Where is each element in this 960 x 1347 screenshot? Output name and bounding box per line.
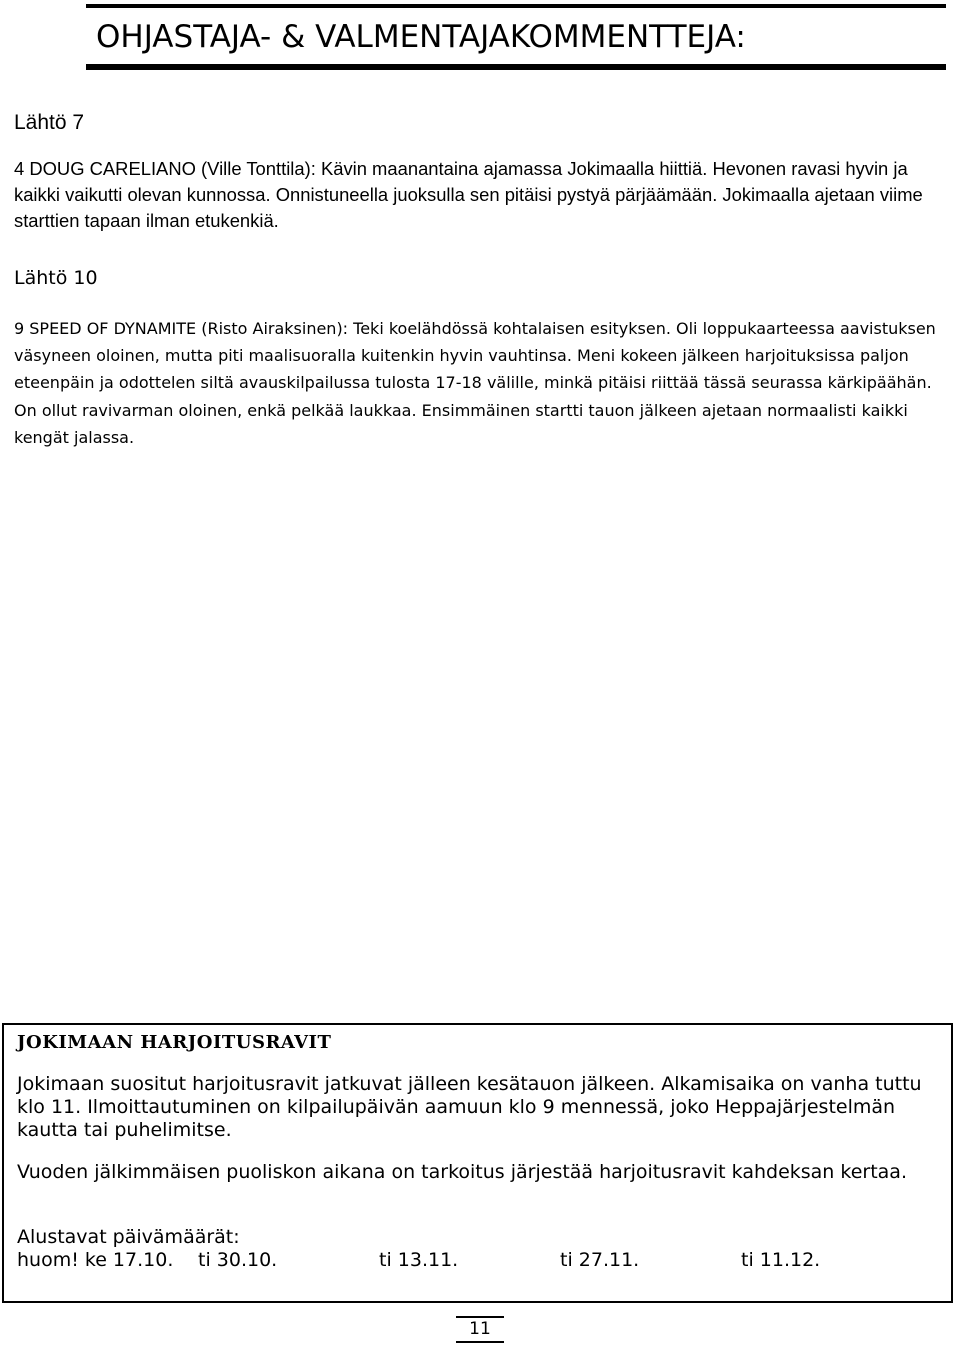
date-item: ti 11.12.	[741, 1249, 821, 1271]
training-races-notice	[2, 1023, 953, 1303]
page-number-rule	[456, 1341, 504, 1343]
section-heading: Lähtö 10	[14, 267, 98, 289]
dates-label: Alustavat päivämäärät:	[17, 1226, 240, 1248]
section-text: 9 SPEED OF DYNAMITE (Risto Airaksinen): Teki koelähdössä kohtalaisen esityksen. Oli loppukaarteessa aavistuksen väsyneen oloinen, mutta piti maalisuoralla kuitenkin hyvin vauhtinsa. Meni kokeen jälkeen harjoituksissa paljon eteenpäin ja odottelen siltä avauskilpailussa tulosta 17-18 välille, minkä pitäisi riittää tässä seurassa kärkipäähän. On ollut ravivarman oloinen, enkä pelkää laukkaa. Ensimmäinen startti tauon jälkeen ajetaan normaalisti kaikki kengät jalassa.	[14, 319, 936, 447]
section-heading: Lähtö 7	[14, 111, 85, 134]
date-item: ti 30.10.	[198, 1249, 278, 1271]
page-title: OHJASTAJA- & VALMENTAJAKOMMENTTEJA:	[96, 19, 746, 55]
notice-paragraph: Vuoden jälkimmäisen puoliskon aikana on tarkoitus järjestää harjoitusravit kahdeksan kertaa.	[17, 1161, 907, 1183]
title-rule	[86, 64, 946, 70]
notice-heading: JOKIMAAN HARJOITUSRAVIT	[17, 1032, 332, 1053]
page-number: 11	[469, 1319, 491, 1339]
top-rule	[86, 4, 946, 8]
dates-row	[17, 1248, 947, 1272]
section-text: 4 DOUG CARELIANO (Ville Tonttila): Kävin maanantaina ajamassa Jokimaalla hiittiä. Hevonen ravasi hyvin ja kaikki vaikutti olevan kunnossa. Onnistuneella juoksulla sen pitäisi pystyä pärjäämään. Jokimaalla ajetaan viime starttien tapaan ilman etukenkiä.	[14, 158, 923, 231]
date-item: ti 13.11.	[379, 1249, 459, 1271]
date-item: huom! ke 17.10.	[17, 1249, 174, 1271]
race-section-10	[14, 265, 944, 451]
date-item: ti 27.11.	[560, 1249, 640, 1271]
race-section-7	[14, 110, 944, 234]
notice-paragraph: Jokimaan suositut harjoitusravit jatkuvat jälleen kesätauon jälkeen. Alkamisaika on vanha tuttu klo 11. Ilmoittautuminen on kilpailupäivän aamuun klo 9 mennessä, joko Heppajärjestelmän kautta tai puhelimitse.	[17, 1073, 922, 1141]
